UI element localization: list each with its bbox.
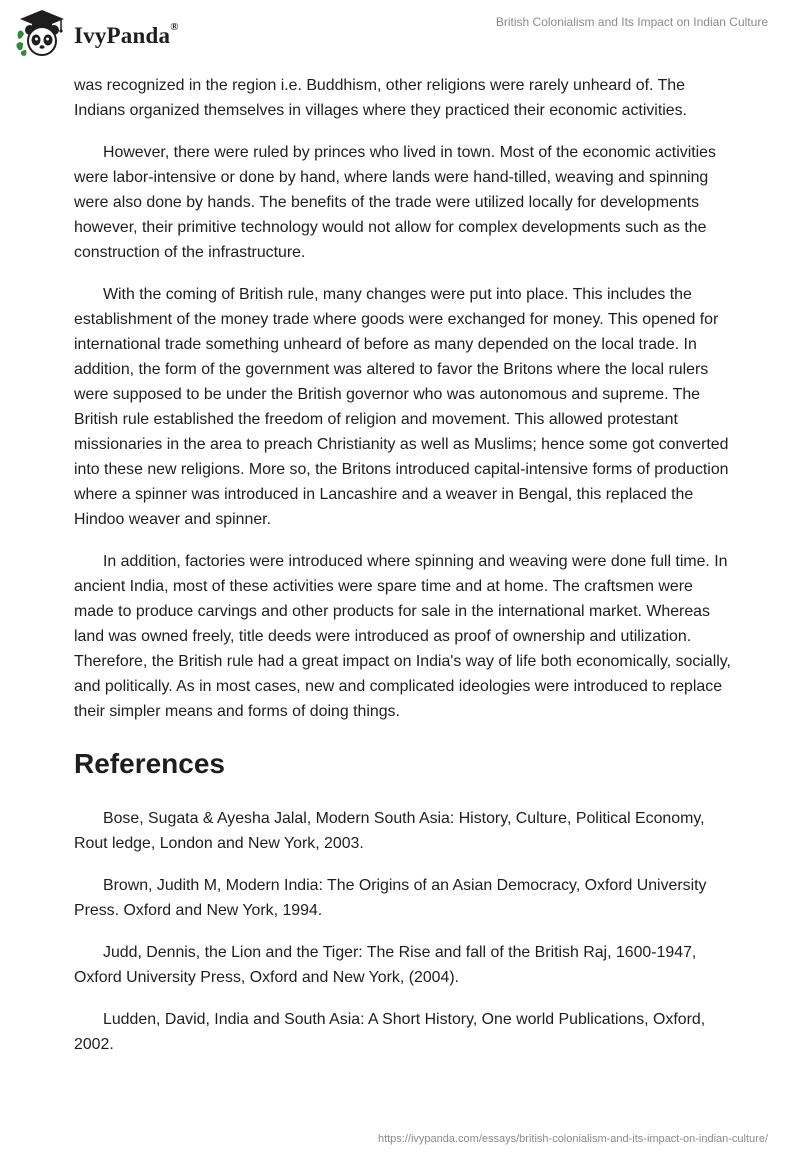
paragraph: However, there were ruled by princes who lived in town. Most of the economic activities were labor-intensive or done by hand, where lands were hand-tilled, weaving and spinning were also done by hands. The benefits of the trade were utilized locally for developments however, their primitive technology would not allow for complex developments such as the construction of the infrastructure.: [74, 144, 716, 261]
ivypanda-logo[interactable]: [14, 8, 179, 58]
reference-item: Judd, Dennis, the Lion and the Tiger: The Rise and fall of the British Raj, 1600-1947, Oxford University Press, Oxford and New York, (2004).: [74, 944, 697, 986]
paragraph: With the coming of British rule, many changes were put into place. This includes the establishment of the money trade where goods were exchanged for money. This opened for international trade something unheard of before as many depended on the local trade. In addition, the form of the government was altered to favor the Britons where the local rulers were supposed to be under the British governor who was autonomous and supreme. The British rule established the freedom of religion and movement. This allowed protestant missionaries in the area to preach Christianity as well as Muslims; hence some got converted into these new religions. More so, the Britons introduced capital-intensive forms of production where a spinner was introduced in Lancashire and a weaver in Bengal, this replaced the Hindoo weaver and spinner.: [74, 286, 729, 528]
source-url[interactable]: https://ivypanda.com/essays/british-colonialism-and-its-impact-on-indian-culture/: [377, 1133, 768, 1145]
reference-item: Brown, Judith M, Modern India: The Origins of an Asian Democracy, Oxford University Press. Oxford and New York, 1994.: [74, 877, 707, 919]
essay-content: [74, 73, 734, 1074]
page-header: [0, 0, 800, 70]
references-heading: References: [74, 748, 225, 779]
paragraph: was recognized in the region i.e. Buddhism, other religions were rarely unheard of. The Indians organized themselves in villages where they practiced their economic activities.: [74, 77, 687, 119]
paragraph: In addition, factories were introduced where spinning and weaving were done full time. In ancient India, most of these activities were spare time and at home. The craftsmen were made to produce carvings and other products for sale in the international market. Whereas land was owned freely, title deeds were introduced as proof of ownership and utilization. Therefore, the British rule had a great impact on India's way of life both economically, socially, and politically. As in most cases, new and complicated ideologies were introduced to replace their simpler means and forms of doing things.: [74, 553, 731, 720]
brand-name: IvyPanda®: [74, 21, 179, 48]
reference-item: Ludden, David, India and South Asia: A Short History, One world Publications, Oxford, 2002.: [74, 1011, 706, 1053]
document-title: British Colonialism and Its Impact on Indian Culture: [495, 15, 768, 29]
reference-item: Bose, Sugata & Ayesha Jalal, Modern South Asia: History, Culture, Political Economy, Rout ledge, London and New York, 2003.: [74, 810, 705, 852]
panda-logo-icon: [14, 8, 70, 58]
